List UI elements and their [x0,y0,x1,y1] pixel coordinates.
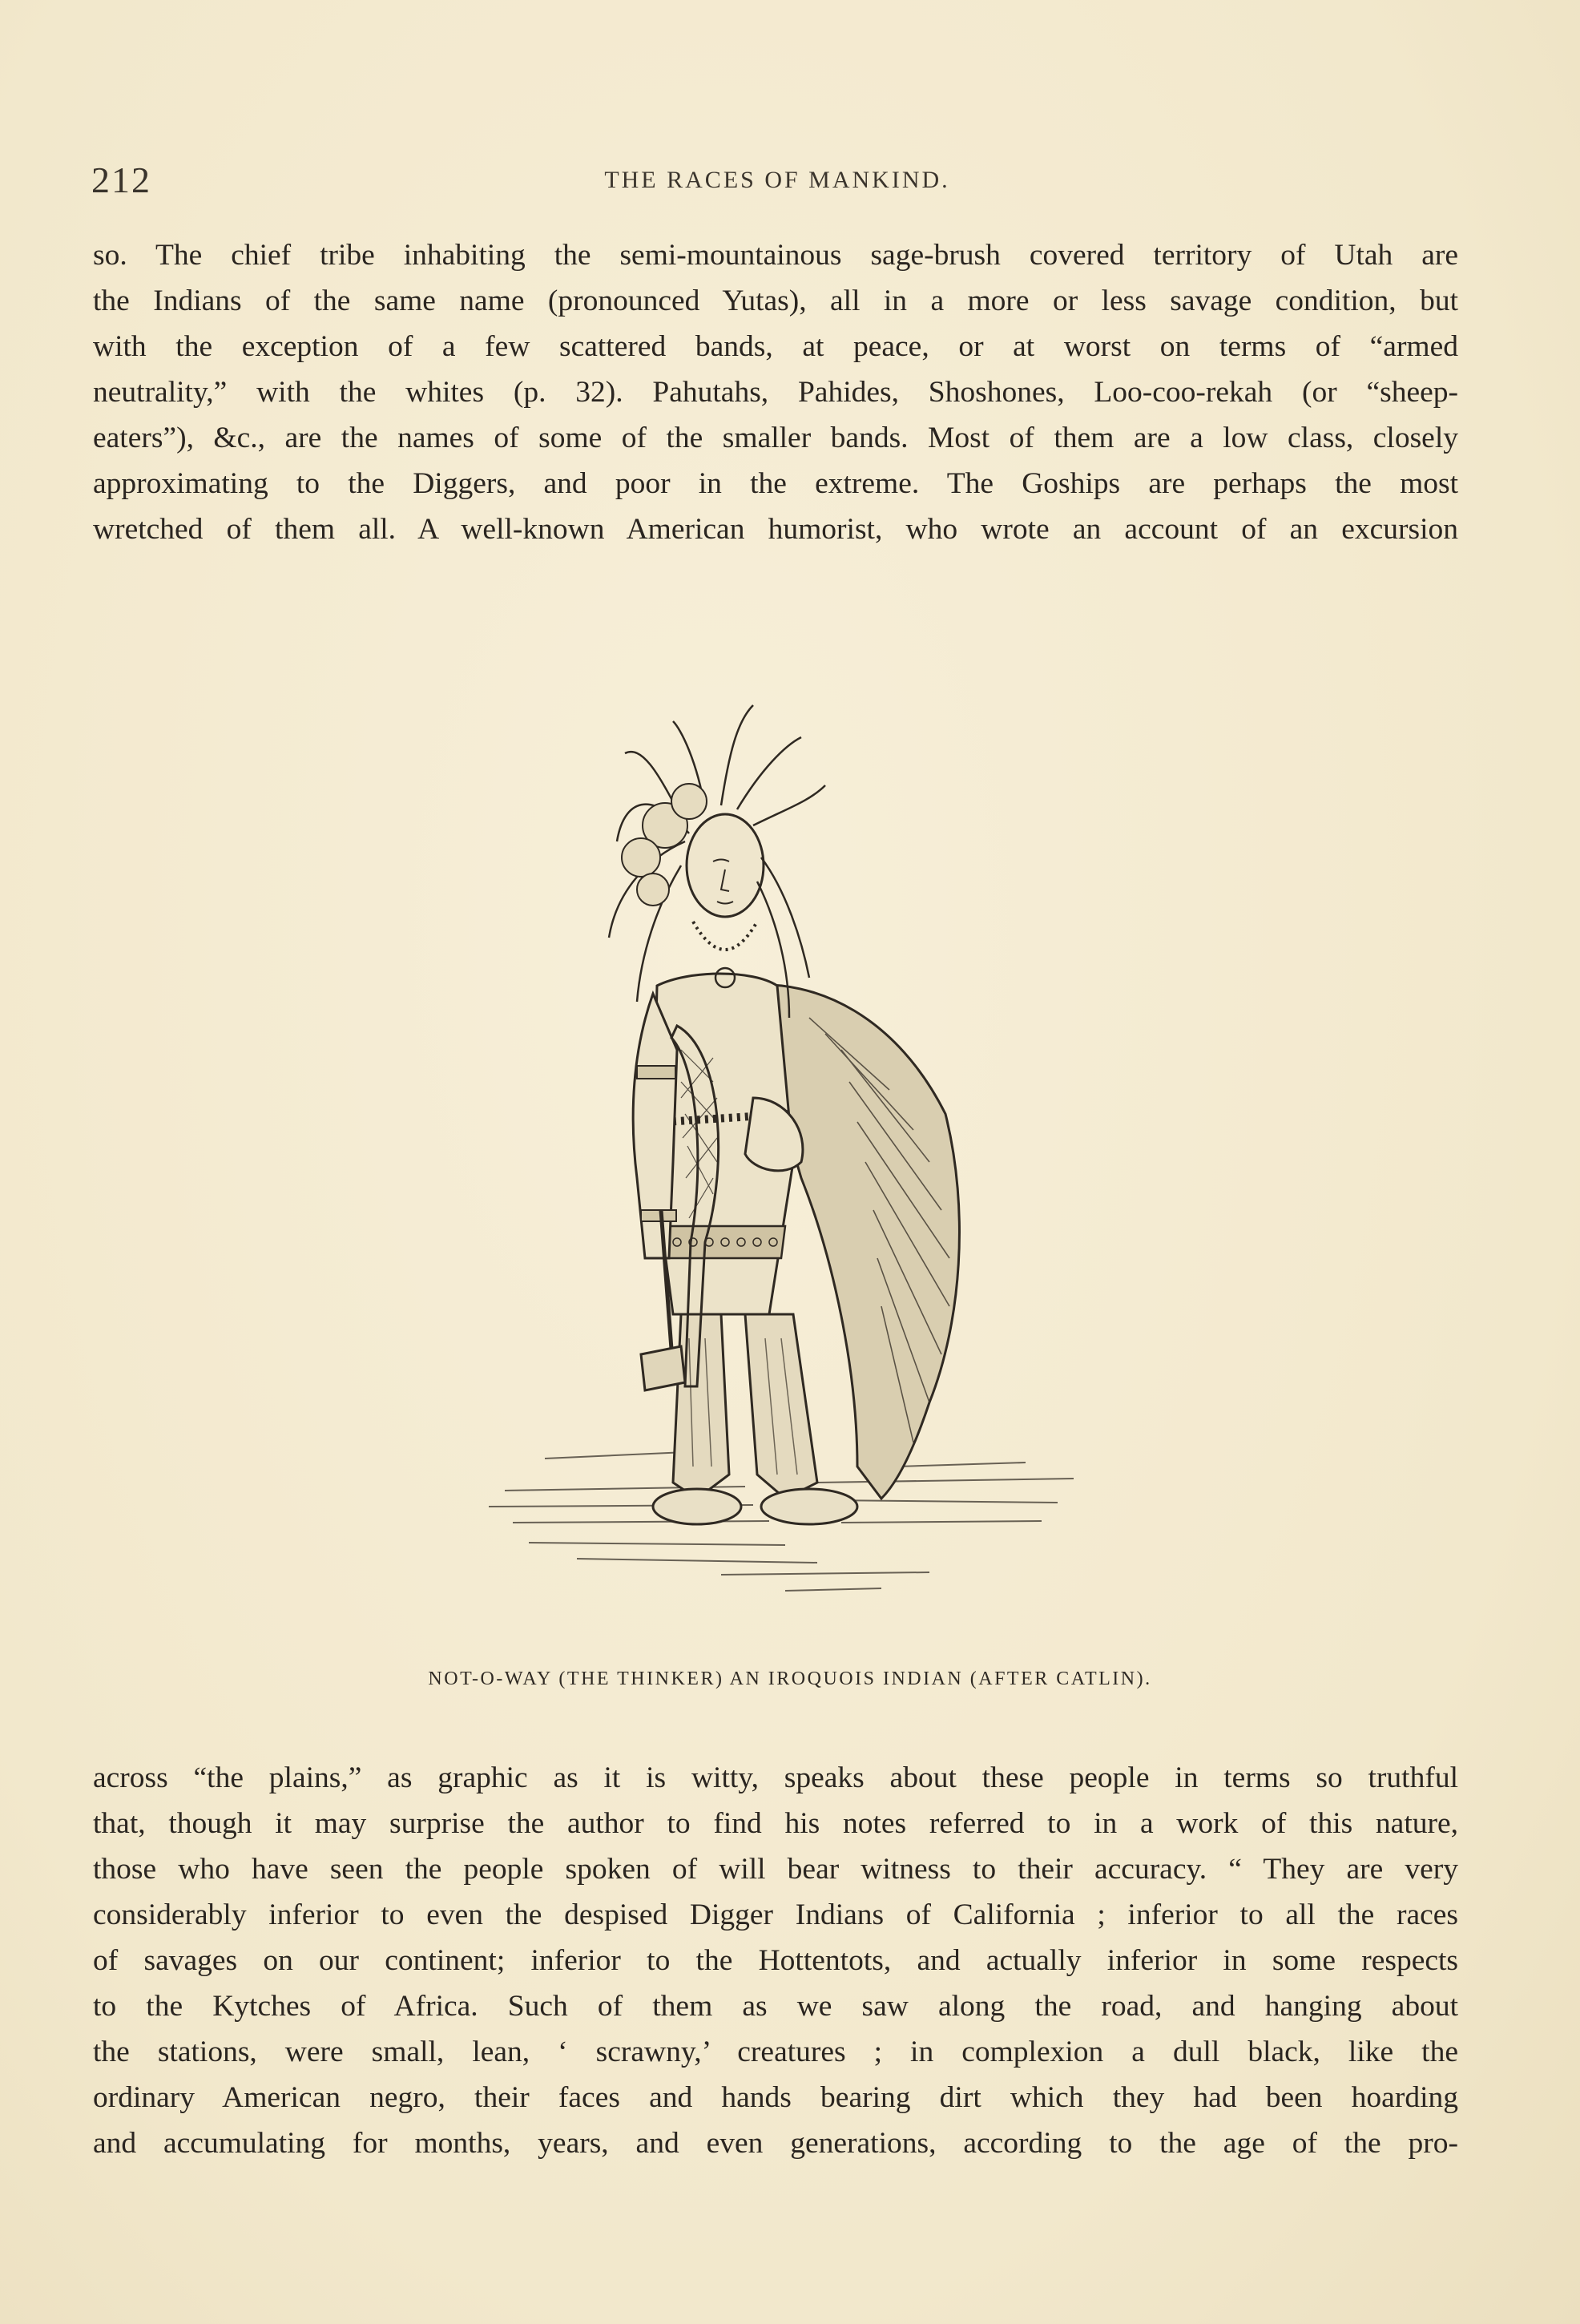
necklace [693,922,757,950]
text-line: the Indians of the same name (pronounced Yutas), all in a more or less savage condition, but [93,284,1458,317]
text-line: of savages on our continent; inferior to the Hottentots, and actually inferior in some respects [93,1944,1458,1977]
running-head [88,159,1466,207]
belt [661,1226,785,1258]
text-line: approximating to the Diggers, and poor in the extreme. The Goships are perhaps the most [93,467,1458,500]
text-line: those who have seen the people spoken of will bear witness to their accuracy. “ They are very [93,1853,1458,1886]
text-line: considerably inferior to even the despised Digger Indians of California ; inferior to all the races [93,1898,1458,1931]
running-head-title: THE RACES OF MANKIND. [604,167,950,193]
head [687,814,764,917]
page-number: 212 [91,159,151,200]
text-line: eaters”), &c., are the names of some of the smaller bands. Most of them are a low class, closely [93,422,1458,454]
paragraph-bottom [93,1755,1458,2166]
engraving-illustration [481,601,1090,1667]
text-line: so. The chief tribe inhabiting the semi-mountainous sage-brush covered territory of Utah are [93,239,1458,272]
text-line: neutrality,” with the whites (p. 32). Pahutahs, Pahides, Shoshones, Loo-coo-rekah (or “sheep- [93,376,1458,409]
left-moccasin [653,1489,741,1524]
arm-band [637,1066,675,1079]
figure-caption: NOT-O-WAY (THE THINKER) AN IROQUOIS INDIAN (AFTER CATLIN). [428,1668,1152,1689]
text-line: with the exception of a few scattered bands, at peace, or at worst on terms of “armed [93,330,1458,363]
right-moccasin [761,1489,857,1524]
text-line: across “the plains,” as graphic as it is witty, speaks about these people in terms so truthful [93,1761,1458,1794]
text-line: the stations, were small, lean, ‘ scrawny,’ creatures ; in complexion a dull black, like the [93,2036,1458,2068]
text-line: to the Kytches of Africa. Such of them as we saw along the road, and hanging about [93,1990,1458,2023]
text-line: wretched of them all. A well-known American humorist, who wrote an account of an excursion [93,513,1458,546]
left-leg [673,1314,729,1499]
text-line: ordinary American negro, their faces and hands bearing dirt which they had been hoarding [93,2081,1458,2114]
wrist-band [641,1210,676,1221]
paragraph-top [93,232,1458,552]
text-line: and accumulating for months, years, and even generations, according to the age of the pro- [93,2127,1458,2160]
text-line: that, though it may surprise the author to find his notes referred to in a work of this nature, [93,1807,1458,1840]
tomahawk-blade [641,1346,685,1390]
